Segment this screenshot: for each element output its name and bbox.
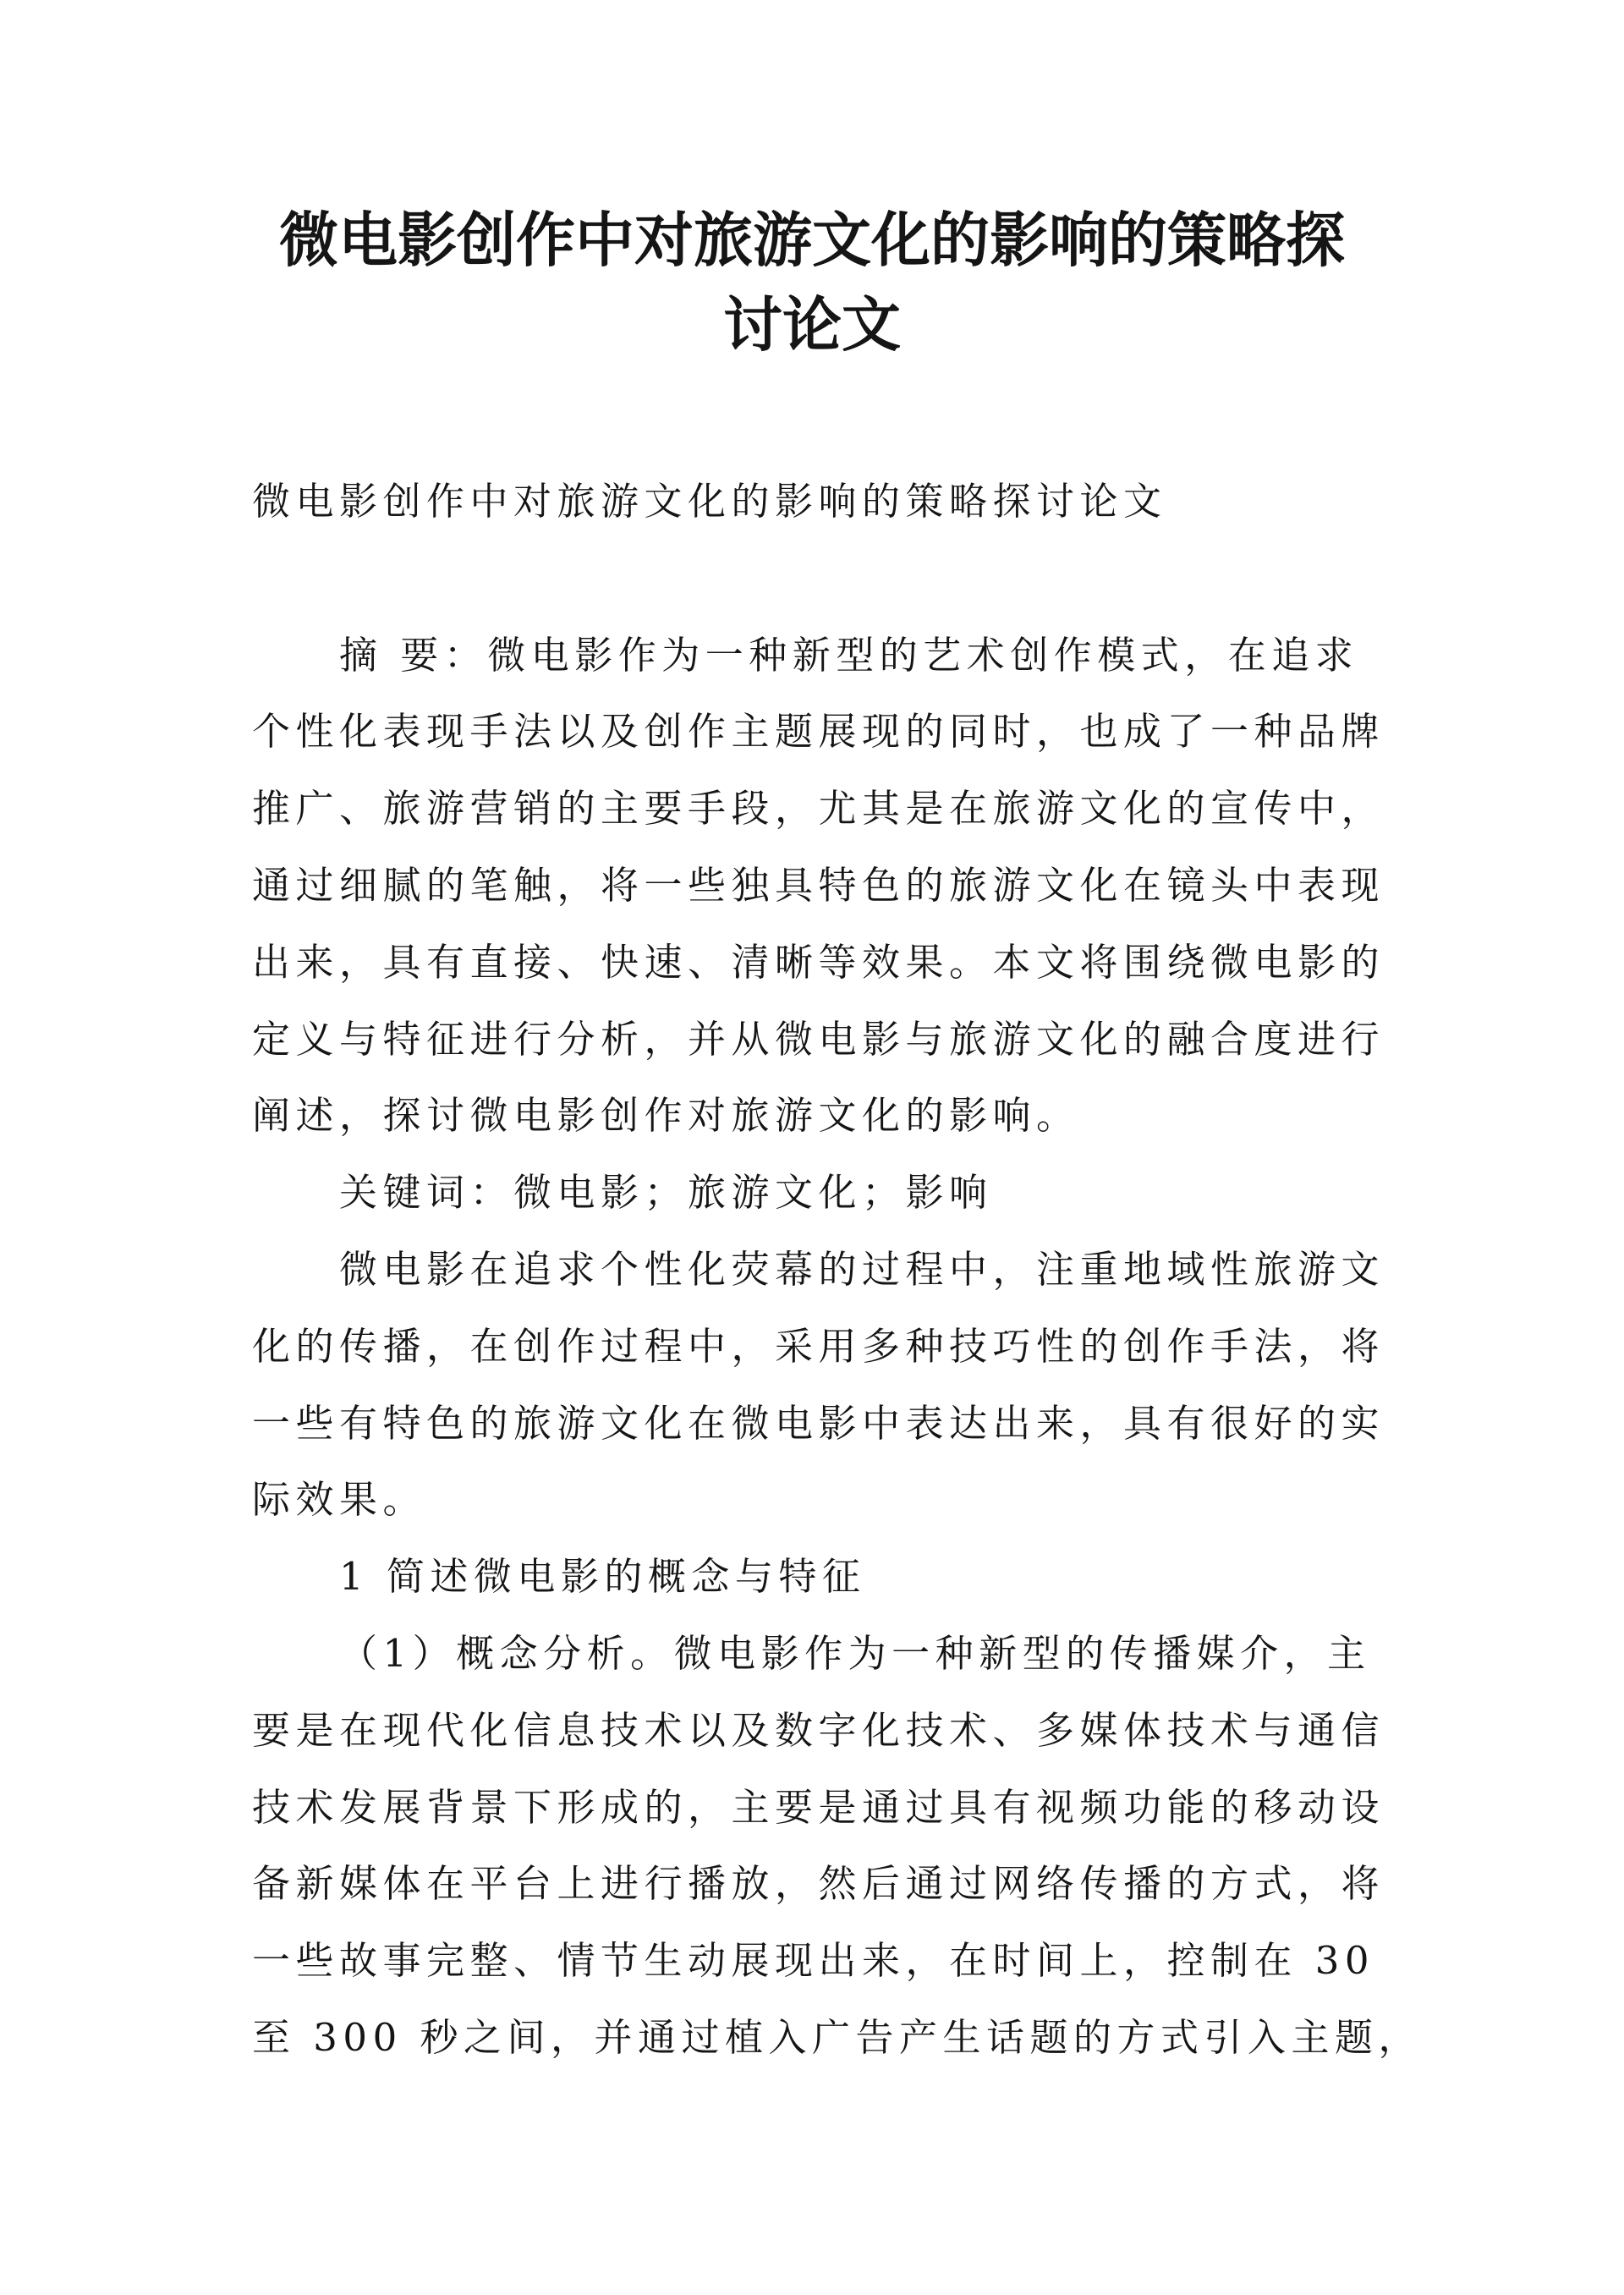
- intro-paragraph: [252, 1232, 1390, 1539]
- text-line: 技术发展背景下形成的，主要是通过具有视频功能的移动设: [252, 1784, 1385, 1830]
- section-heading: 1 简述微电影的概念与特征: [339, 1554, 866, 1600]
- text-line: 定义与特征进行分析，并从微电影与旅游文化的融合度进行: [252, 1016, 1385, 1062]
- title-line-1: 微电影创作中对旅游文化的影响的策略探: [279, 205, 1345, 275]
- subtitle: 微电影创作中对旅游文化的影响的策略探讨论文: [252, 479, 1167, 524]
- text-line: 个性化表现手法以及创作主题展现的同时，也成了一种品牌: [252, 709, 1385, 755]
- text-line: 至 300 秒之间，并通过植入广告产生话题的方式引入主题，: [252, 2014, 1423, 2060]
- text-line: 化的传播，在创作过程中，采用多种技巧性的创作手法，将: [252, 1323, 1385, 1369]
- text-line: 一些有特色的旅游文化在微电影中表达出来，具有很好的实: [252, 1400, 1385, 1446]
- text-line: 一些故事完整、情节生动展现出来，在时间上，控制在 30: [252, 1938, 1375, 1984]
- text-line: 出来，具有直接、快速、清晰等效果。本文将围绕微电影的: [252, 939, 1385, 985]
- text-line: 阐述，探讨微电影创作对旅游文化的影响。: [252, 1093, 1080, 1139]
- document-body: [252, 464, 1423, 2077]
- text-line: 要是在现代化信息技术以及数字化技术、多媒体技术与通信: [252, 1707, 1385, 1753]
- document-title: [0, 198, 1624, 367]
- title-line-2: 讨论文: [723, 289, 901, 360]
- text-line: 摘 要：微电影作为一种新型的艺术创作模式，在追求: [339, 632, 1359, 678]
- blank-line: [252, 541, 1390, 618]
- text-line: 通过细腻的笔触，将一些独具特色的旅游文化在镜头中表现: [252, 862, 1385, 908]
- abstract: [252, 618, 1390, 1156]
- section-paragraph: [252, 1616, 1423, 2077]
- text-line: 微电影在追求个性化荧幕的过程中，注重地域性旅游文: [339, 1246, 1385, 1292]
- text-line: 际效果。: [252, 1477, 427, 1523]
- text-line: 推广、旅游营销的主要手段，尤其是在旅游文化的宣传中，: [252, 786, 1385, 832]
- text-line: 备新媒体在平台上进行播放，然后通过网络传播的方式，将: [252, 1861, 1385, 1907]
- text-line: （1）概念分析。微电影作为一种新型的传播媒介，主: [339, 1630, 1371, 1676]
- keywords: 关键词：微电影；旅游文化；影响: [339, 1170, 993, 1216]
